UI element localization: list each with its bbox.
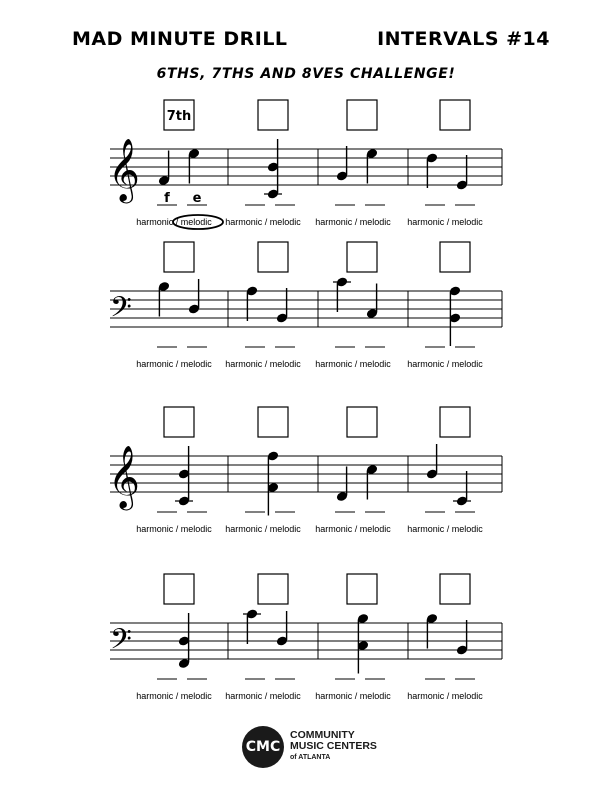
bass-clef-icon: 𝄢 <box>110 291 132 331</box>
treble-clef-icon: 𝄞 <box>108 138 140 201</box>
answer-box <box>347 574 377 604</box>
treble-clef-icon: 𝄞 <box>108 445 140 508</box>
answer-box <box>347 242 377 272</box>
logo-line-2: MUSIC CENTERS <box>290 740 377 752</box>
answer-box <box>258 574 288 604</box>
example-note-name: e <box>192 191 202 206</box>
answer-box <box>440 574 470 604</box>
answer-box-text: 7th <box>166 109 192 124</box>
harmonic-melodic-label: harmonic / melodic <box>315 359 391 369</box>
logo-line-1: COMMUNITY <box>290 729 355 741</box>
harmonic-melodic-label: harmonic / melodic <box>225 359 301 369</box>
bass-clef-icon: 𝄢 <box>110 623 132 663</box>
answer-box <box>440 407 470 437</box>
answer-box <box>258 407 288 437</box>
harmonic-melodic-label: harmonic / melodic <box>407 359 483 369</box>
worksheet-number: INTERVALS #14 <box>377 28 550 50</box>
answer-box <box>347 100 377 130</box>
harmonic-melodic-label: harmonic / melodic <box>407 691 483 701</box>
harmonic-melodic-label: harmonic / melodic <box>407 217 483 227</box>
harmonic-melodic-label: harmonic / melodic <box>315 691 391 701</box>
cmc-logo <box>242 726 392 772</box>
harmonic-melodic-label: harmonic / melodic <box>407 524 483 534</box>
worksheet-subtitle: 6THS, 7THS AND 8VES CHALLENGE! <box>156 66 456 82</box>
harmonic-melodic-label: harmonic / melodic <box>225 691 301 701</box>
answer-box <box>440 100 470 130</box>
harmonic-melodic-label: harmonic / melodic <box>136 217 212 227</box>
answer-box <box>164 242 194 272</box>
worksheet-title: MAD MINUTE DRILL <box>72 28 288 50</box>
harmonic-melodic-label: harmonic / melodic <box>225 524 301 534</box>
answer-box <box>164 574 194 604</box>
harmonic-melodic-label: harmonic / melodic <box>136 691 212 701</box>
harmonic-melodic-label: harmonic / melodic <box>315 524 391 534</box>
cmc-logo-text <box>290 730 377 763</box>
harmonic-melodic-label: harmonic / melodic <box>225 217 301 227</box>
answer-box <box>440 242 470 272</box>
answer-box <box>258 100 288 130</box>
harmonic-melodic-label: harmonic / melodic <box>136 359 212 369</box>
answer-box <box>347 407 377 437</box>
answer-box <box>258 242 288 272</box>
harmonic-melodic-label: harmonic / melodic <box>315 217 391 227</box>
example-note-name: f <box>164 191 170 206</box>
logo-line-3: of ATLANTA <box>290 754 331 761</box>
harmonic-melodic-label: harmonic / melodic <box>136 524 212 534</box>
answer-box <box>164 407 194 437</box>
cmc-logo-mark: CMC <box>242 726 284 768</box>
